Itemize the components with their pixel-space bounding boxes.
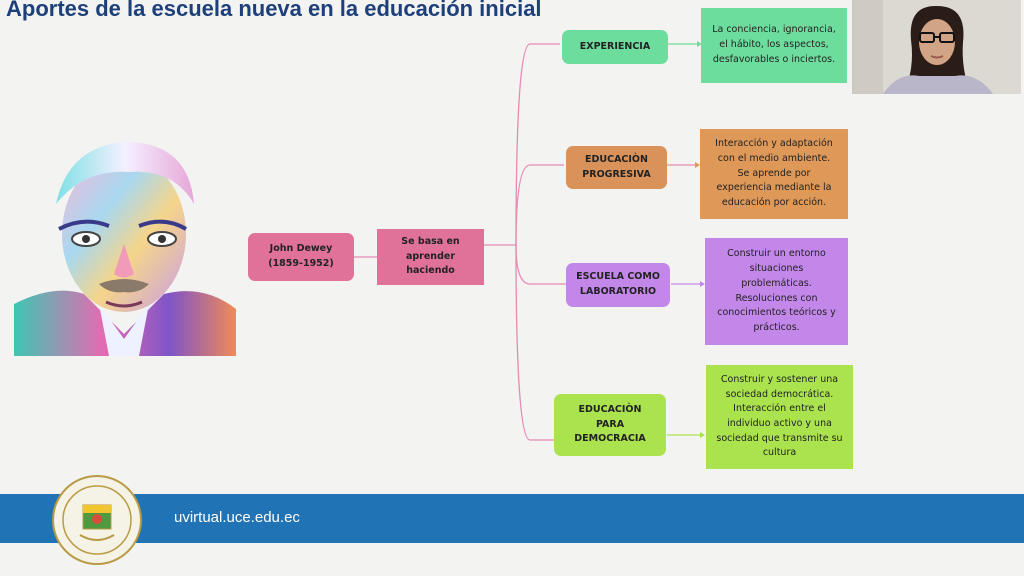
branch-label-text: ESCUELA COMO: [576, 271, 660, 283]
desc-line: Construir un entorno: [727, 248, 826, 260]
center-node-line: aprender: [405, 250, 455, 262]
desc-line: sociedad que transmite su: [716, 432, 843, 444]
branch-label-text: PARA: [595, 418, 625, 430]
center-node-line: haciendo: [406, 265, 455, 277]
desc-line: desfavorables o inciertos.: [712, 53, 836, 65]
desc-line: Se aprende por: [737, 167, 811, 179]
webcam-thumbnail: [852, 0, 1021, 94]
center-node-line: Se basa en: [401, 235, 460, 247]
desc-line: problemáticas.: [741, 277, 812, 289]
footer-bar: [0, 494, 1024, 543]
branch-label-text: EXPERIENCIA: [579, 40, 651, 52]
branch-label-text: LABORATORIO: [579, 286, 657, 297]
branch-label-text: EDUCACIÒN: [585, 153, 648, 165]
center-node: [377, 229, 484, 285]
root-node-john-dewey: [248, 233, 354, 281]
branch-desc-educacion-progresiva: [700, 129, 848, 219]
presenter-video-icon: [853, 0, 1021, 94]
branch-label-experiencia: [562, 30, 668, 64]
root-node-name: John Dewey: [269, 243, 333, 255]
desc-line: con el medio ambiente.: [717, 152, 831, 164]
desc-line: prácticos.: [753, 321, 800, 333]
slide-title: Aportes de la escuela nueva en la educación inicial: [6, 0, 542, 21]
desc-line: situaciones: [749, 263, 804, 275]
branch-label-text: DEMOCRACIA: [574, 433, 646, 445]
desc-line: educación por acción.: [721, 197, 827, 209]
footer-url[interactable]: uvirtual.uce.edu.ec: [174, 509, 300, 526]
desc-line: La conciencia, ignorancia,: [712, 24, 836, 36]
desc-line: Interacción entre el: [733, 403, 826, 415]
desc-line: experiencia mediante la: [716, 182, 832, 194]
desc-line: individuo activo y una: [727, 418, 832, 429]
branch-label-educacion-progresiva: [566, 146, 667, 189]
branch-label-text: EDUCACIÒN: [578, 403, 642, 415]
branch-label-text: PROGRESIVA: [582, 168, 651, 180]
branch-desc-experiencia: [701, 8, 847, 83]
desc-line: Interacción y adaptación: [715, 138, 833, 150]
branch-label-escuela-laboratorio: [566, 263, 670, 307]
university-seal-icon: [52, 475, 142, 565]
branch-desc-educacion-democracia: [706, 365, 853, 469]
root-node-years: (1859-1952): [268, 258, 334, 269]
desc-line: Construir y sostener una: [720, 373, 839, 385]
branch-desc-escuela-laboratorio: [705, 238, 848, 345]
desc-line: conocimientos teóricos y: [717, 307, 836, 319]
branch-label-educacion-democracia: [554, 394, 666, 456]
desc-line: Resoluciones con: [735, 292, 818, 304]
desc-line: sociedad democrática.: [725, 388, 834, 400]
desc-line: cultura: [762, 447, 797, 459]
desc-line: el hábito, los aspectos,: [719, 39, 829, 51]
